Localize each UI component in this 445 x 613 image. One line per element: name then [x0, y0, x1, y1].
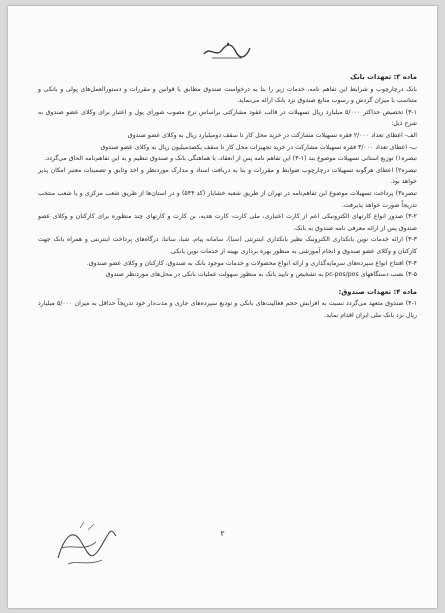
section-heading: ماده ۴: تعهدات صندوق:: [338, 287, 417, 296]
paragraph: بانک درچارچوب و شرایط این تفاهم نامه، خدمات زیر را بنا به درخواست صندوق مطابق با قوانین و مقررات و دستورالعمل‌های پولی و بانکی و متناسب با میزان گردش و رسوب منابع صندوق نزد بانک ارائه می‌نماید.: [38, 85, 417, 105]
paragraph: ۴-۱) صندوق متعهد می‌گردد نسبت به افزایش حجم فعالیت‌های بانکی و تودیع سپرده‌های جاری و مدت‌دار خود تدریجاً حداقل به میزان ۵/۰۰۰ میلیارد ریال نزد بانک ملی ایران اقدام نماید.: [38, 300, 417, 319]
page-number: ۲: [220, 529, 225, 538]
handwritten-signature: [50, 518, 124, 574]
document-body: [38, 70, 417, 321]
paragraph: تبصره۱) توزیع استانی تسهیلات موضوع بند (۱-۳) این تفاهم نامه پس از انعقاد، با هماهنگی بانک و صندوق تنظیم و به این تفاهم‌نامه الحاق می‌گردد.: [44, 155, 417, 163]
logo-calligraphy: [198, 38, 256, 64]
paragraph: تبصره۳) پرداخت تسهیلات موضوع این تفاهم‌نامه در تهران از طریق شعبه خشایار (کد ۵۴۴) و در استان‌ها از طریق شعب مرکزی و یا شعب منتخب تدریجاً صورت خواهد پذیرفت.: [38, 189, 418, 209]
document-page: [8, 6, 437, 608]
paragraph: ۳-۵) نصب دستگاههای pc-pos/pos به تشخیص و تایید بانک به منظور سهولت عملیات بانکی در محل‌های موردنظر صندوق: [105, 271, 417, 279]
paragraph: ۳-۱) تخصیص حداکثر ۵/۰۰۰ میلیارد ریال تسهیلات در قالب عقود مشارکتی براساس نرخ مصوب شورای پول و اعتبار برای وکلای عضو صندوق به شرح ذیل:: [38, 108, 417, 128]
paragraph: ۳-۴) افتتاح انواع سپرده‌های سرمایه‌گذاری و ارائه انواع محصولات و خدمات موجود بانک به صندوق، کارکنان و وکلای عضو صندوق.: [86, 259, 417, 267]
section-heading: ماده ۳: تعهدات بانک: [350, 73, 417, 81]
paragraph: ۳-۲) صدور انواع کارتهای الکترونیکی اعم از کارت اعتباری، ملی کارت، کارت هدیه، بن کارت و کارتهای چند منظوره برای کارکنان و وکلای عضو صندوق پس از ارائه معرفی نامه صندوق به بانک.: [38, 213, 417, 232]
paragraph: ۳-۳) ارائه خدمات نوین بانکداری الکترونیک نظیر بانکداری اینترنتی (سبا)، سامانه پیام، شبا، ساتنا، درگاه‌های پرداخت اینترنتی و همراه بانک جهت کارکنان و وکلای عضو صندوق و انجام آموزشی به منظور بهره برداری بهینه از خدمات نوین بانکی.: [38, 236, 417, 255]
paragraph: الف- اعطای تعداد ۲/۰۰۰ فقره تسهیلات مشارکت در خرید محل کار تا سقف دومیلیارد ریال به وکلای عضو صندوق: [127, 131, 417, 139]
paragraph: تبصره۲) اعطای هرگونه تسهیلات درچارچوب ضوابط و مقررات و بنا به دریافت اسناد و مدارک موردنظر و اخذ وثایق و تضمینات معتبر امکان پذیر خواهد بود.: [38, 166, 417, 186]
paragraph: ب- اعطای تعداد ۳/۰۰۰ فقره تسهیلات مشارکت در خرید تجهیزات محل کار تا سقف یکصدمیلیون ریال به وکلای عضو صندوق: [100, 143, 417, 151]
